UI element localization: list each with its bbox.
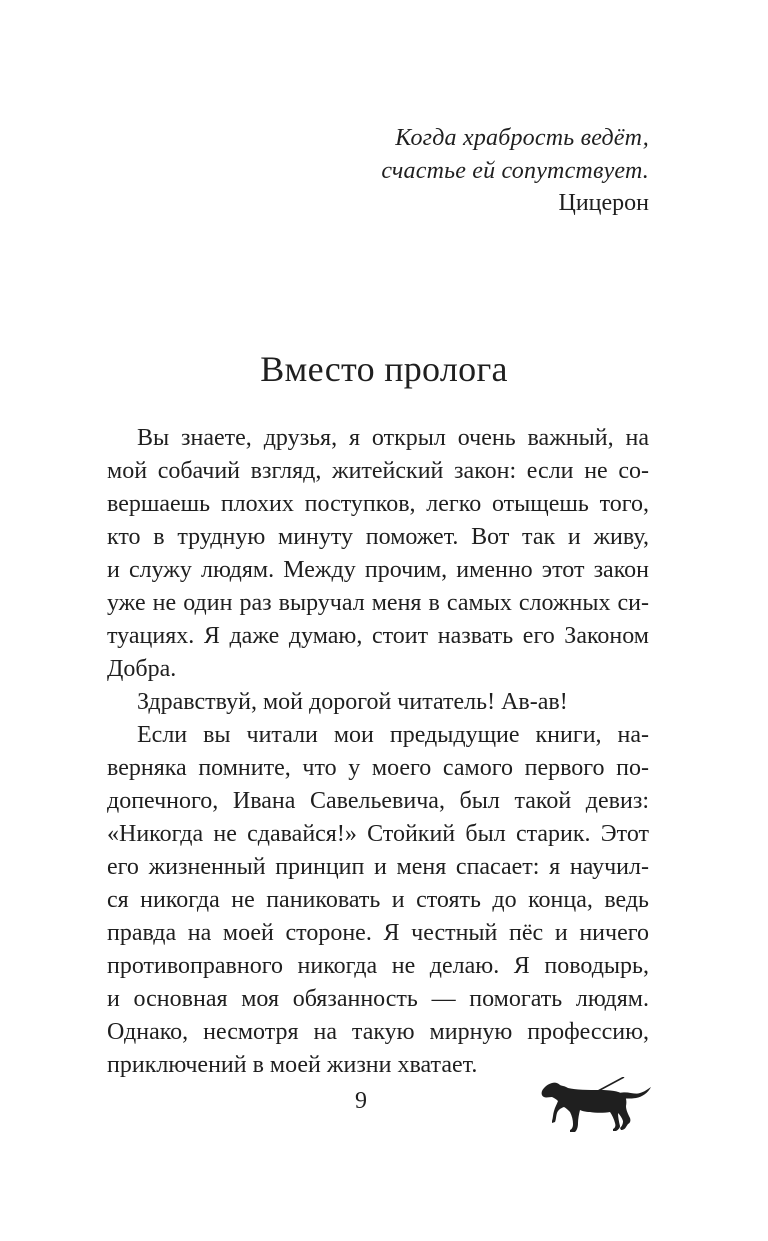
page-number: 9	[355, 1088, 367, 1114]
body-line: приключений в моей жизни хватает.	[107, 1052, 478, 1078]
body-line: допечного, Ивана Савельевича, был такой девиз:	[107, 788, 649, 814]
body-line: мой собачий взгляд, житейский закон: если не со-	[107, 458, 649, 484]
dog-silhouette-icon	[540, 1077, 652, 1139]
body-line: туациях. Я даже думаю, стоит назвать его Законом	[107, 623, 649, 649]
body-line: правда на моей стороне. Я честный пёс и ничего	[107, 920, 649, 946]
body-line: Однако, несмотря на такую мирную профессию,	[107, 1019, 649, 1045]
body-line: верняка помните, что у моего самого первого по-	[107, 755, 649, 781]
chapter-title: Вместо пролога	[260, 349, 508, 389]
body-line: вершаешь плохих поступков, легко отыщешь того,	[107, 491, 649, 517]
body-line: Вы знаете, друзья, я открыл очень важный, на	[137, 425, 649, 451]
body-line: и служу людям. Между прочим, именно этот закон	[107, 557, 649, 583]
body-line: противоправного никогда не делаю. Я поводырь,	[107, 953, 649, 979]
epigraph-line: счастье ей сопутствует.	[381, 157, 649, 184]
body-line: Если вы читали мои предыдущие книги, на-	[137, 722, 649, 748]
body-line: и основная моя обязанность — помогать людям.	[107, 986, 649, 1012]
body-line: уже не один раз выручал меня в самых сложных си-	[107, 590, 649, 616]
epigraph-line: Когда храбрость ведёт,	[395, 125, 649, 151]
body-line: «Никогда не сдавайся!» Стойкий был старик. Этот	[107, 821, 649, 847]
epigraph-author: Цицерон	[558, 190, 649, 216]
body-line: его жизненный принцип и меня спасает: я научил-	[107, 854, 649, 880]
body-line: кто в трудную минуту поможет. Вот так и живу,	[107, 524, 649, 550]
epigraph	[381, 122, 649, 220]
body-line: ся никогда не паниковать и стоять до конца, ведь	[107, 887, 649, 913]
body-text	[107, 422, 649, 1082]
body-line: Здравствуй, мой дорогой читатель! Ав-ав!	[137, 689, 568, 715]
body-line: Добра.	[107, 656, 177, 682]
